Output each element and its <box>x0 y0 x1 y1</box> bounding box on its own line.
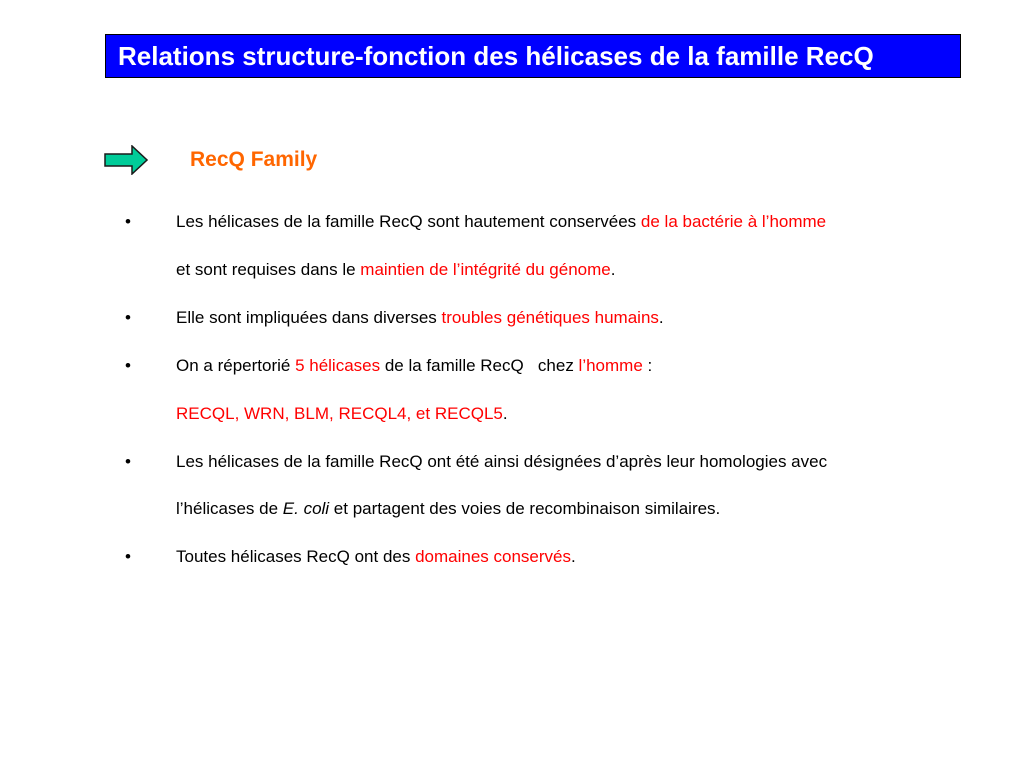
highlight-text: 5 hélicases <box>295 356 381 375</box>
highlight-text: domaines conservés <box>415 547 571 566</box>
bullet-5-line-1 <box>176 546 576 568</box>
highlight-text: maintien de l’intégrité du génome <box>360 260 611 279</box>
text-segment: . <box>610 260 616 279</box>
text-segment: . <box>502 404 508 423</box>
right-arrow-icon <box>104 145 148 175</box>
bullet-4-line-2 <box>176 498 720 520</box>
bullet-3-line-2 <box>176 403 508 425</box>
bullet-2-line-1 <box>176 307 664 329</box>
text-segment: de la famille RecQ chez <box>380 356 579 375</box>
bullet-marker: • <box>125 547 131 566</box>
text-segment: et sont requises dans le <box>176 260 361 279</box>
text-segment: Toutes hélicases RecQ ont des <box>176 547 416 566</box>
text-segment: l’hélicases de <box>176 499 283 518</box>
text-segment: . <box>571 547 576 566</box>
bullet-marker: • <box>125 356 131 375</box>
slide-title: Relations structure-fonction des hélicases de la famille RecQ <box>105 34 961 78</box>
bullet-marker: • <box>125 308 131 327</box>
highlight-text: RECQL, WRN, BLM, RECQL4, et RECQL5 <box>176 404 503 423</box>
bullet-1-line-2 <box>176 259 615 281</box>
bullet-1-line-1 <box>176 211 826 233</box>
bullet-marker: • <box>125 212 131 231</box>
italic-text: E. coli <box>282 499 330 518</box>
section-subtitle: RecQ Family <box>190 148 318 171</box>
bullet-3-line-1 <box>176 355 652 377</box>
text-segment: Les hélicases de la famille RecQ sont hautement conservées <box>176 212 641 231</box>
text-segment: . <box>658 308 664 327</box>
text-segment: On a répertorié <box>176 356 296 375</box>
text-segment: Elle sont impliquées dans diverses <box>176 308 442 327</box>
highlight-text: l’homme <box>578 356 643 375</box>
bullet-4-line-1 <box>176 451 827 473</box>
text-segment: Les hélicases de la famille RecQ ont été ainsi désignées d’après leur homologies avec <box>176 452 828 471</box>
highlight-text: troubles génétiques humains <box>441 308 659 327</box>
text-segment: et partagent des voies de recombinaison similaires. <box>329 499 721 518</box>
text-segment: : <box>642 356 653 375</box>
bullet-marker: • <box>125 452 131 471</box>
highlight-text: de la bactérie à l’homme <box>640 212 827 231</box>
